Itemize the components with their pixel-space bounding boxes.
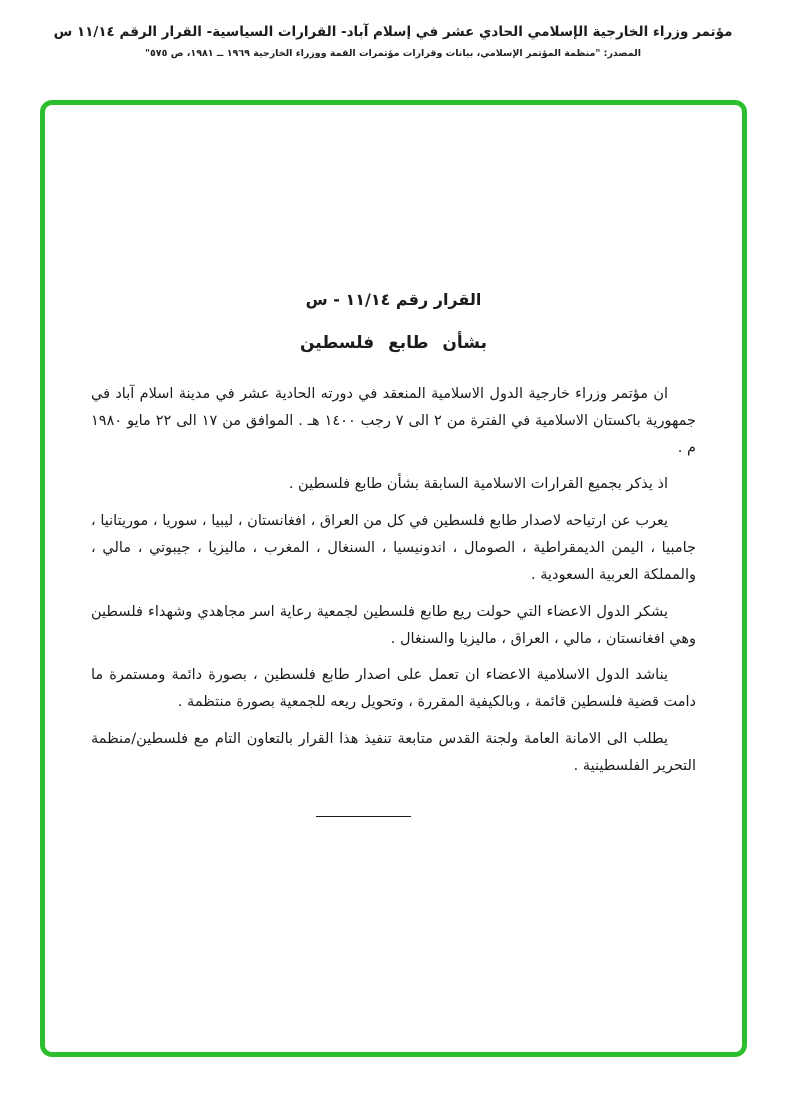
paragraph-thanks: يشكر الدول الاعضاء التي حولت ريع طابع فلسطين لجمعية رعاية اسر مجاهدي وشهداء فلسطين وهي افغانستان ، مالي ، العراق ، ماليزيا والسنغال . xyxy=(91,603,696,647)
document-body xyxy=(91,381,696,780)
paragraph-recall: اذ يذكر بجميع القرارات الاسلامية السابقة بشأن طابع فلسطين . xyxy=(288,476,668,493)
scanned-document-frame xyxy=(40,100,747,1057)
end-divider xyxy=(316,816,411,817)
resolution-number-title: القرار رقم ١١/١٤ - س xyxy=(305,290,482,309)
document-header xyxy=(0,0,786,59)
paragraph-preamble: ان مؤتمر وزراء خارجية الدول الاسلامية المنعقد في دورته الحادية عشر في مدينة اسلام آباد في جمهورية باكستان الاسلامية في الفترة من ٢ الى ٧ رجب ١٤٠٠ هـ . الموافق من ١٧ الى ٢٢ مايو ١٩٨٠ م . xyxy=(91,386,696,456)
header-title: مؤتمر وزراء الخارجية الإسلامي الحادي عشر في إسلام آباد- القرارات السياسية- القرار الرقم ١١/١٤ س xyxy=(53,24,733,40)
paragraph-satisfaction: يعرب عن ارتياحه لاصدار طابع فلسطين في كل من العراق ، افغانستان ، ليبيا ، سوريا ، موريتانيا ، جامبيا ، اليمن الديمقراطية ، الصومال ، اندونيسيا ، السنغال ، المغرب ، ماليزيا ، جيبوتي ، مالي ، والمملكة العربية السعودية . xyxy=(91,513,696,583)
paragraph-appeal: يناشد الدول الاسلامية الاعضاء ان تعمل على اصدار طابع فلسطين ، بصورة دائمة ومستمرة ما دامت قضية فلسطين قائمة ، وبالكيفية المقررة ، وتحويل ريعه للجمعية بصورة منتظمة . xyxy=(91,667,696,711)
resolution-subject-title: بشأن طابع فلسطين xyxy=(300,333,487,353)
paragraph-request: يطلب الى الامانة العامة ولجنة القدس متابعة تنفيذ هذا القرار بالتعاون التام مع فلسطين/منظمة التحرير الفلسطينية . xyxy=(91,730,696,774)
header-source: المصدر: "منظمة المؤتمر الإسلامي، بيانات وقرارات مؤتمرات القمة ووزراء الخارجية ١٩٦٩ ــ ١٩٨١، ص ٥٧٥" xyxy=(145,48,641,59)
